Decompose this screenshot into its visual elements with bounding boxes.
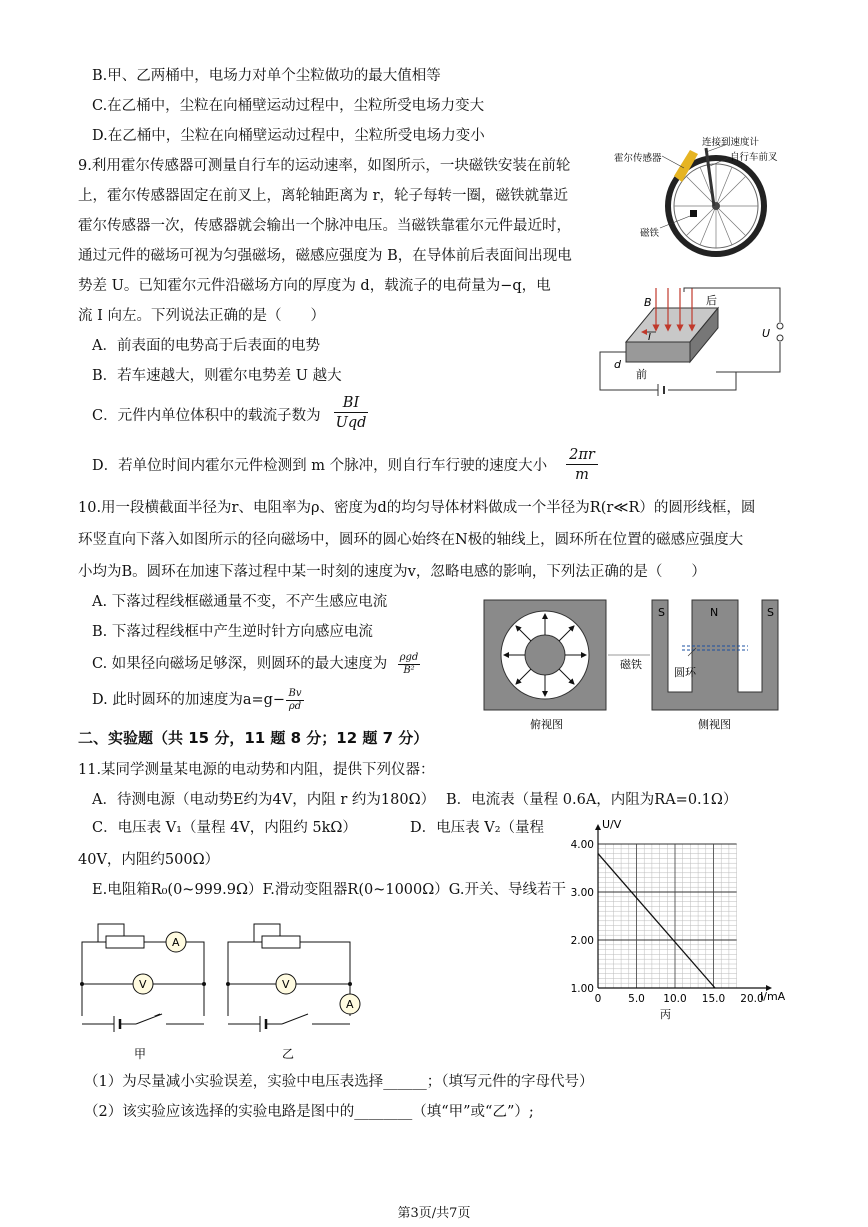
x-tick-label: 5.0	[628, 993, 645, 1005]
y-tick-label: 2.00	[570, 935, 594, 947]
q8-option-c: C.在乙桶中，尘粒在向桶壁运动过程中，尘粒所受电场力变大	[92, 98, 485, 114]
q9-option-a: A．前表面的电势高于后表面的电势	[92, 338, 320, 354]
q10-option-d: D. 此时圆环的加速度为a=g−	[92, 692, 286, 708]
label-N: N	[710, 606, 719, 619]
y-tick-label: 3.00	[570, 887, 594, 899]
label-yi: 乙	[282, 1047, 295, 1061]
q9-line: 通过元件的磁场可视为匀强磁场，磁感应强度为 B，在导体前后表面间出现电	[78, 248, 572, 264]
q11-intro: 11.某同学测量某电源的电动势和内阻，提供下列仪器：	[78, 762, 435, 778]
x-tick-label: 10.0	[663, 993, 687, 1005]
q9-line: 流 I 向左。下列说法正确的是（ ）	[78, 308, 325, 324]
q11-option-efg: E.电阻箱R₀(0~999.9Ω）F.滑动变阻器R(0~1000Ω）G.开关、导线若干	[92, 882, 566, 898]
q9-line: 势差 U。已知霍尔元件沿磁场方向的厚度为 d，载流子的电荷量为−q，电	[78, 278, 551, 294]
q9-option-c: C．元件内单位体积中的载流子数为	[92, 408, 321, 424]
label-U: U	[762, 327, 771, 340]
q9-line: 上，霍尔传感器固定在前叉上，离轮轴距离为 r，轮子每转一圈，磁铁就靠近	[78, 188, 569, 204]
label-I: I	[648, 332, 651, 343]
q10-line: 小均为B。圆环在加速下落过程中某一时刻的速度为v，忽略电感的影响，下列法正确的是（ ）	[78, 564, 706, 580]
q10-c-numerator: ρgd	[399, 652, 419, 663]
ui-chart	[556, 814, 796, 1024]
q10-d-denominator: ρd	[288, 701, 302, 712]
y-tick-label: 4.00	[570, 839, 594, 851]
q10-line: 10.用一段横截面半径为r、电阻率为ρ、密度为d的均匀导体材料做成一个半径为R(r≪R）的圆形线框，圆	[78, 500, 756, 516]
hall-element-figure	[596, 282, 792, 402]
section-title: 二、实验题（共 15 分，11 题 8 分；12 题 7 分）	[78, 729, 429, 747]
chart-caption: 丙	[660, 1008, 671, 1021]
radial-magnet-figure	[482, 596, 792, 736]
x-tick-label: 0	[594, 993, 602, 1005]
q11-option-c: C．电压表 V₁（量程 4V，内阻约 5kΩ）	[92, 820, 357, 836]
q9-c-numerator: BI	[334, 394, 368, 413]
y-axis-arrow	[595, 824, 601, 830]
label-magnet: 磁铁	[640, 228, 660, 239]
chart-grid-minor	[598, 844, 737, 988]
q11-option-a: A．待测电源（电动势E约为4V，内阻 r 约为180Ω）	[92, 792, 436, 808]
label-d: d	[614, 358, 621, 371]
q10-line: 环竖直向下落入如图所示的径向磁场中，圆环的圆心始终在N极的轴线上，圆环所在位置的磁感应强度大	[78, 532, 744, 548]
label-B: B	[644, 296, 652, 309]
label-front-fork: 自行车前叉	[730, 152, 778, 163]
label-front: 前	[636, 368, 647, 381]
q9-line: 9.利用霍尔传感器可测量自行车的运动速率，如图所示，一块磁铁安装在前轮	[78, 158, 571, 174]
label-top-view: 俯视图	[530, 718, 563, 731]
q9-d-numerator: 2πr	[566, 446, 598, 465]
label-S-right: S	[767, 606, 774, 619]
voltmeter-jia: V	[139, 978, 147, 991]
label-magnet: 磁铁	[620, 658, 642, 671]
q11-option-b: B．电流表（量程 0.6A，内阻为RA=0.1Ω）	[446, 792, 738, 808]
q9-option-b: B．若车速越大，则霍尔电势差 U 越大	[92, 368, 342, 384]
x-tick-label: 20.0	[740, 993, 764, 1005]
label-S-left: S	[658, 606, 665, 619]
q9-c-denominator: Uqd	[335, 415, 367, 431]
ammeter-jia: A	[172, 936, 180, 949]
ammeter-yi: A	[346, 998, 354, 1011]
circuit-diagrams	[76, 918, 366, 1066]
label-side-view: 侧视图	[698, 718, 731, 731]
q10-option-b: B. 下落过程线框中产生逆时针方向感应电流	[92, 624, 373, 640]
q11-option-d-cont: 40V，内阻约500Ω）	[78, 852, 220, 868]
chart-ylabel: U/V	[602, 818, 622, 831]
chart-xlabel: I/mA	[760, 990, 786, 1003]
q8-option-d: D.在乙桶中，尘粒在向桶壁运动过程中，尘粒所受电场力变小	[92, 128, 485, 144]
q9-option-d: D．若单位时间内霍尔元件检测到 m 个脉冲，则自行车行驶的速度大小	[92, 458, 548, 474]
x-tick-label: 15.0	[701, 993, 726, 1005]
bike-wheel-figure	[610, 128, 800, 260]
q8-option-b: B.甲、乙两桶中，电场力对单个尘粒做功的最大值相等	[92, 68, 441, 84]
label-hall-sensor: 霍尔传感器	[614, 153, 662, 164]
y-tick-label: 1.00	[570, 983, 594, 995]
label-speedometer: 连接到速度计	[702, 137, 760, 148]
circuit-yi	[226, 924, 360, 1032]
q10-option-c: C. 如果径向磁场足够深，则圆环的最大速度为	[92, 656, 388, 672]
q9-d-denominator: m	[575, 467, 589, 483]
q11-subq1: （1）为尽量减小实验误差，实验中电压表选择______；（填写元件的字母代号）	[84, 1074, 594, 1090]
q10-d-numerator: Bv	[286, 688, 304, 701]
q11-option-d: D．电压表 V₂（量程	[410, 820, 545, 836]
q10-option-a: A. 下落过程线框磁通量不变，不产生感应电流	[92, 594, 388, 610]
voltmeter-yi: V	[282, 978, 290, 991]
label-jia: 甲	[134, 1047, 147, 1061]
label-ring: 圆环	[674, 666, 696, 679]
page-footer: 第3页/共7页	[397, 1206, 471, 1221]
label-back: 后	[706, 294, 717, 307]
q10-c-denominator: B²	[403, 665, 415, 676]
q11-subq2: （2）该实验应该选择的实验电路是图中的________（填“甲”或“乙”）;	[84, 1104, 534, 1120]
q9-line: 霍尔传感器一次，传感器就会输出一个脉冲电压。当磁铁靠霍尔元件最近时，	[78, 218, 571, 234]
